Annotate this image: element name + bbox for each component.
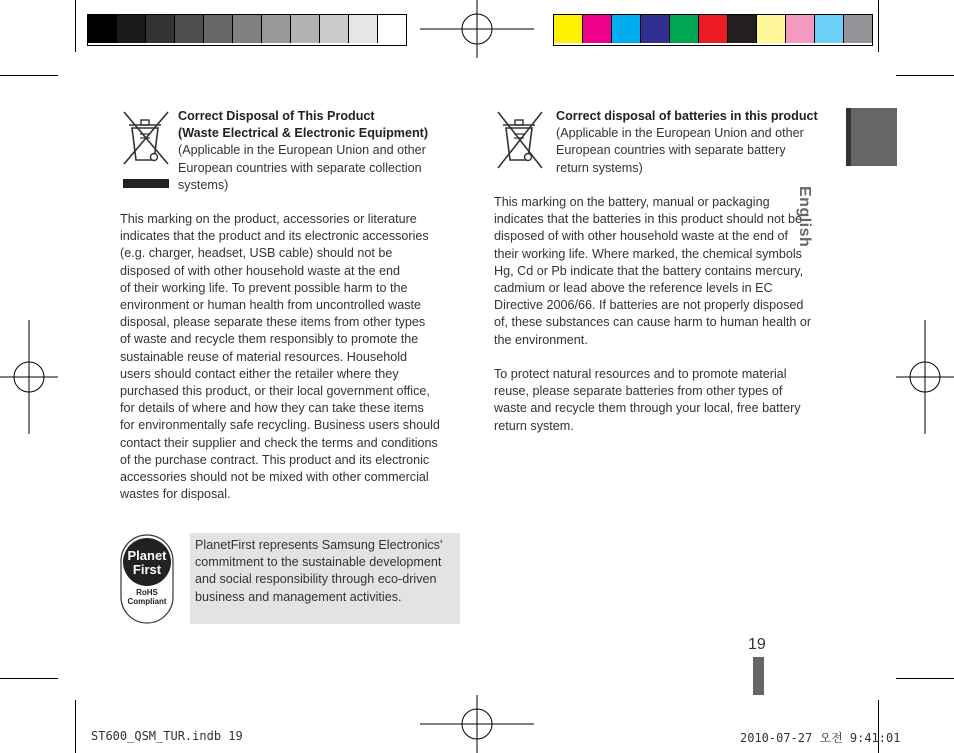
batteries-body-line: return system. — [494, 418, 574, 433]
weee-subtitle-line: (Applicable in the European Union and other — [178, 143, 426, 158]
color-swatch — [262, 15, 291, 43]
batteries-subtitle-line: European countries with separate battery — [556, 143, 786, 158]
color-swatch — [117, 15, 146, 43]
color-swatch — [728, 15, 757, 43]
process-color-bar — [553, 14, 873, 46]
planet-first-logo-line1: Planet — [127, 548, 167, 563]
batteries-body-line: waste and recycle them through your local, free battery — [494, 401, 801, 416]
color-swatch — [612, 15, 641, 43]
color-swatch — [815, 15, 844, 43]
planet-first-text-line: business and management activities. — [195, 589, 402, 604]
registration-mark-right — [896, 320, 954, 434]
color-swatch — [844, 15, 872, 43]
planet-first-text-line: commitment to the sustainable development — [195, 555, 442, 570]
batteries-body-line: indicates that the batteries in this product should not be — [494, 212, 803, 227]
weee-body-line: accessories should not be mixed with other commercial — [120, 470, 429, 485]
planet-first-logo — [120, 534, 174, 624]
color-swatch — [320, 15, 349, 43]
weee-header — [178, 108, 458, 194]
weee-title-line2: (Waste Electrical & Electronic Equipment) — [178, 126, 429, 141]
language-tab — [846, 108, 897, 166]
color-swatch — [583, 15, 612, 43]
crop-line — [878, 0, 879, 52]
color-swatch — [291, 15, 320, 43]
planet-first-logo-line2: First — [132, 562, 162, 577]
batteries-subtitle-line: (Applicable in the European Union and other — [556, 126, 804, 141]
batteries-body-line: their working life. Where marked, the chemical symbols — [494, 246, 802, 261]
language-tab-edge — [846, 108, 851, 166]
color-swatch — [641, 15, 670, 43]
weee-body-line: users should contact either the retailer where they — [120, 366, 399, 381]
color-swatch — [349, 15, 378, 43]
language-tab-label: English — [796, 186, 813, 248]
registration-mark-bottom — [420, 695, 534, 753]
crossed-out-battery-bin-icon — [494, 108, 546, 174]
registration-mark-top — [420, 0, 534, 58]
weee-body-line: disposed of with other household waste at the end — [120, 263, 401, 278]
grayscale-color-bar — [87, 14, 407, 46]
weee-body-line: for details of where and how they can take these items — [120, 401, 424, 416]
crop-line — [0, 75, 58, 76]
batteries-body-line: reuse, please separate batteries from other types of — [494, 384, 783, 399]
weee-body-line: of waste and recycle them responsibly to promote the — [120, 332, 419, 347]
color-swatch — [378, 15, 406, 43]
color-swatch — [175, 15, 204, 43]
planet-first-text-line: PlanetFirst represents Samsung Electronics' — [195, 538, 443, 552]
color-swatch — [554, 15, 583, 43]
color-swatch — [786, 15, 815, 43]
batteries-title: Correct disposal of batteries in this product — [556, 109, 818, 123]
weee-subtitle-line: European countries with separate collection — [178, 160, 422, 175]
weee-body-line: for environmentally safe recycling. Business users should — [120, 418, 440, 433]
page-number-bar — [753, 657, 764, 695]
color-swatch — [146, 15, 175, 43]
footer-file-info: ST600_QSM_TUR.indb 19 — [91, 729, 243, 743]
weee-body-line: indicates that the product and its electronic accessories — [120, 229, 429, 244]
crop-line — [896, 75, 954, 76]
batteries-body-line: the environment. — [494, 332, 588, 347]
footer-timestamp: 2010-07-27 오전 9:41:01 — [740, 731, 901, 745]
weee-subtitle-line: systems) — [178, 177, 229, 192]
weee-body — [120, 211, 465, 503]
batteries-subtitle-line: return systems) — [556, 160, 643, 175]
crop-line — [75, 0, 76, 52]
weee-body-line: This marking on the product, accessories or literature — [120, 212, 417, 226]
color-swatch — [757, 15, 786, 43]
color-swatch — [204, 15, 233, 43]
batteries-body-line: Directive 2006/66. If batteries are not properly disposed — [494, 298, 804, 313]
weee-body-line: (e.g. charger, headset, USB cable) should not be — [120, 246, 393, 261]
planet-first-text-line: and social responsibility through eco-driven — [195, 572, 437, 587]
color-swatch — [670, 15, 699, 43]
rohs-badge-line1: RoHS — [136, 588, 158, 597]
weee-body-line: disposal, please separate these items from other types — [120, 315, 426, 330]
batteries-paragraph-1 — [494, 194, 839, 349]
color-swatch — [88, 15, 117, 43]
color-swatch — [233, 15, 262, 43]
batteries-body-line: Hg, Cd or Pb indicate that the battery contains mercury, — [494, 263, 804, 278]
batteries-body-line: cadmium or lead above the reference levels in EC — [494, 281, 773, 296]
planet-first-text — [195, 537, 457, 606]
color-swatch — [699, 15, 728, 43]
weee-title-line1: Correct Disposal of This Product — [178, 109, 375, 123]
crop-line — [75, 700, 76, 753]
rohs-badge-line2: Compliant — [127, 597, 167, 606]
registration-mark-left — [0, 320, 58, 434]
weee-body-line: of their working life. To prevent possible harm to the — [120, 280, 408, 295]
batteries-paragraph-2 — [494, 366, 839, 435]
weee-body-line: environment or human health from uncontrolled waste — [120, 298, 422, 313]
batteries-body-line: This marking on the battery, manual or packaging — [494, 195, 770, 209]
batteries-header — [556, 108, 846, 177]
weee-body-line: purchased this product, or their local government office, — [120, 384, 430, 399]
crop-line — [896, 678, 954, 679]
page-number: 19 — [748, 636, 766, 653]
weee-body-line: contact their supplier and check the terms and conditions — [120, 435, 438, 450]
crossed-out-wheelie-bin-icon — [120, 108, 172, 190]
weee-body-line: of the purchase contract. This product and its electronic — [120, 452, 430, 467]
batteries-body-line: disposed of with other household waste at the end of — [494, 229, 789, 244]
weee-body-line: wastes for disposal. — [120, 487, 231, 502]
batteries-body-line: of, these substances can cause harm to human health or — [494, 315, 812, 330]
crop-line — [0, 678, 58, 679]
batteries-body-line: To protect natural resources and to promote material — [494, 367, 787, 381]
weee-body-line: sustainable reuse of material resources. Household — [120, 349, 408, 364]
